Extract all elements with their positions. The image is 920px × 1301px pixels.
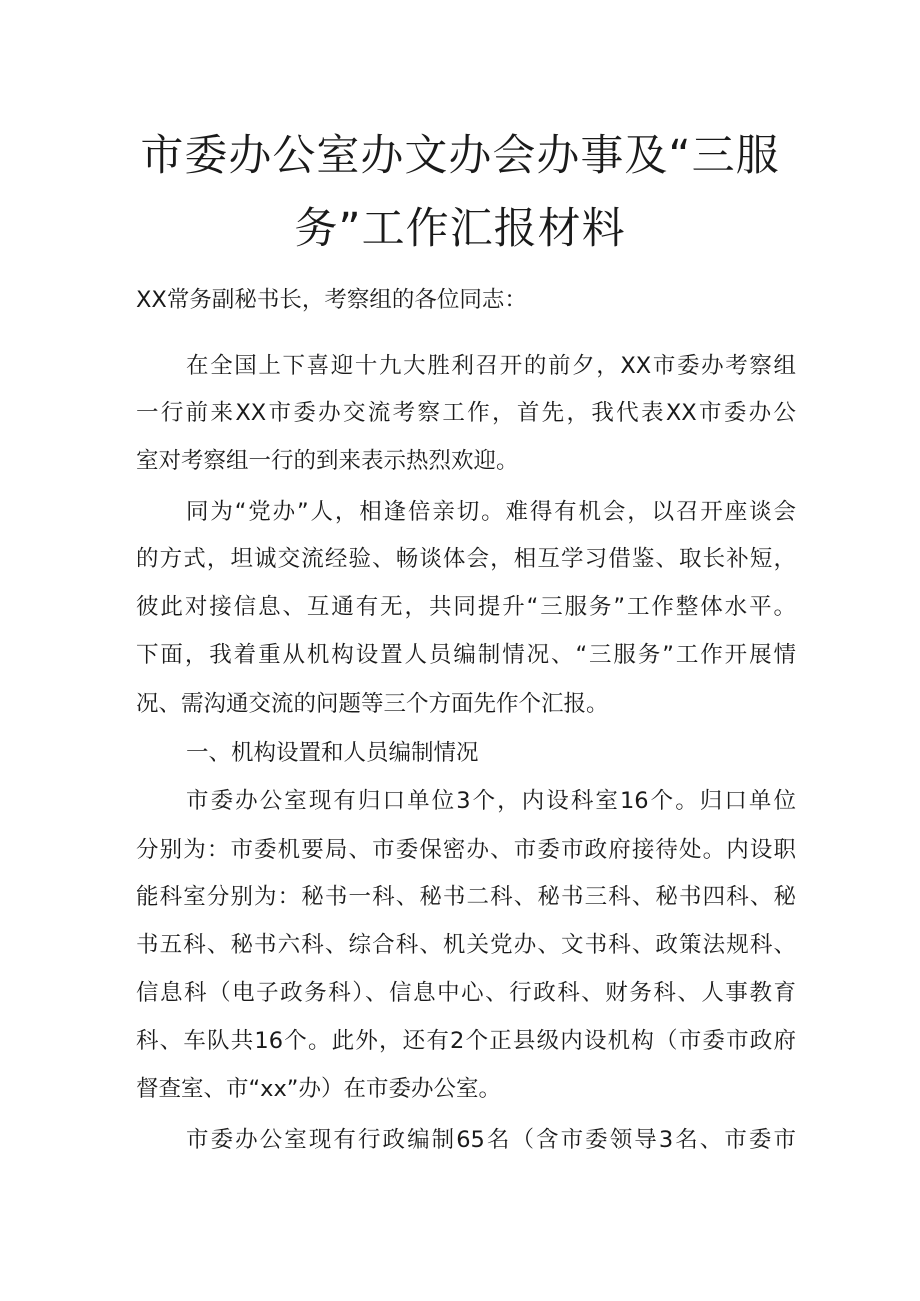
body-text-line: 信息科（电子政务科）、信息中心、行政科、财务科、人事教育: [136, 980, 796, 1006]
body-text-line: 能科室分别为：秘书一科、秘书二科、秘书三科、秘书四科、秘: [136, 884, 796, 910]
body-text-line: 市委办公室现有行政编制65名（含市委领导3名、市委市: [186, 1127, 796, 1153]
body-text-line: 同为“党办”人，相逢倍亲切。难得有机会，以召开座谈会: [186, 499, 796, 525]
body-text-line: 分别为：市委机要局、市委保密办、市委市政府接待处。内设职: [136, 837, 796, 863]
body-text-line: 彼此对接信息、互通有无，共同提升“三服务”工作整体水平。: [136, 594, 796, 620]
body-text-line: 室对考察组一行的到来表示热烈欢迎。: [136, 448, 519, 474]
body-text-line: 书五科、秘书六科、综合科、机关党办、文书科、政策法规科、: [136, 932, 796, 958]
body-text-line: 一行前来XX市委办交流考察工作，首先，我代表XX市委办公: [136, 400, 796, 426]
body-text-line: 在全国上下喜迎十九大胜利召开的前夕，XX市委办考察组: [186, 353, 796, 379]
document-title-line-2: 务”工作汇报材料: [294, 204, 626, 254]
section-heading: 一、机构设置和人员编制情况: [186, 740, 479, 766]
document-title-line-1: 市委办公室办文办会办事及“三服: [140, 131, 780, 181]
salutation: XX常务副秘书长，考察组的各位同志：: [136, 287, 527, 313]
body-text-line: 科、车队共16个。此外，还有2个正县级内设机构（市委市政府: [136, 1028, 796, 1054]
body-text-line: 督查室、市“xx”办）在市委办公室。: [136, 1076, 501, 1102]
body-text-line: 市委办公室现有归口单位3个，内设科室16个。归口单位: [186, 788, 796, 814]
body-text-line: 况、需沟通交流的问题等三个方面先作个汇报。: [136, 691, 609, 717]
body-text-line: 下面，我着重从机构设置人员编制情况、“三服务”工作开展情: [136, 642, 796, 668]
body-text-line: 的方式，坦诚交流经验、畅谈体会，相互学习借鉴、取长补短，: [136, 546, 796, 572]
